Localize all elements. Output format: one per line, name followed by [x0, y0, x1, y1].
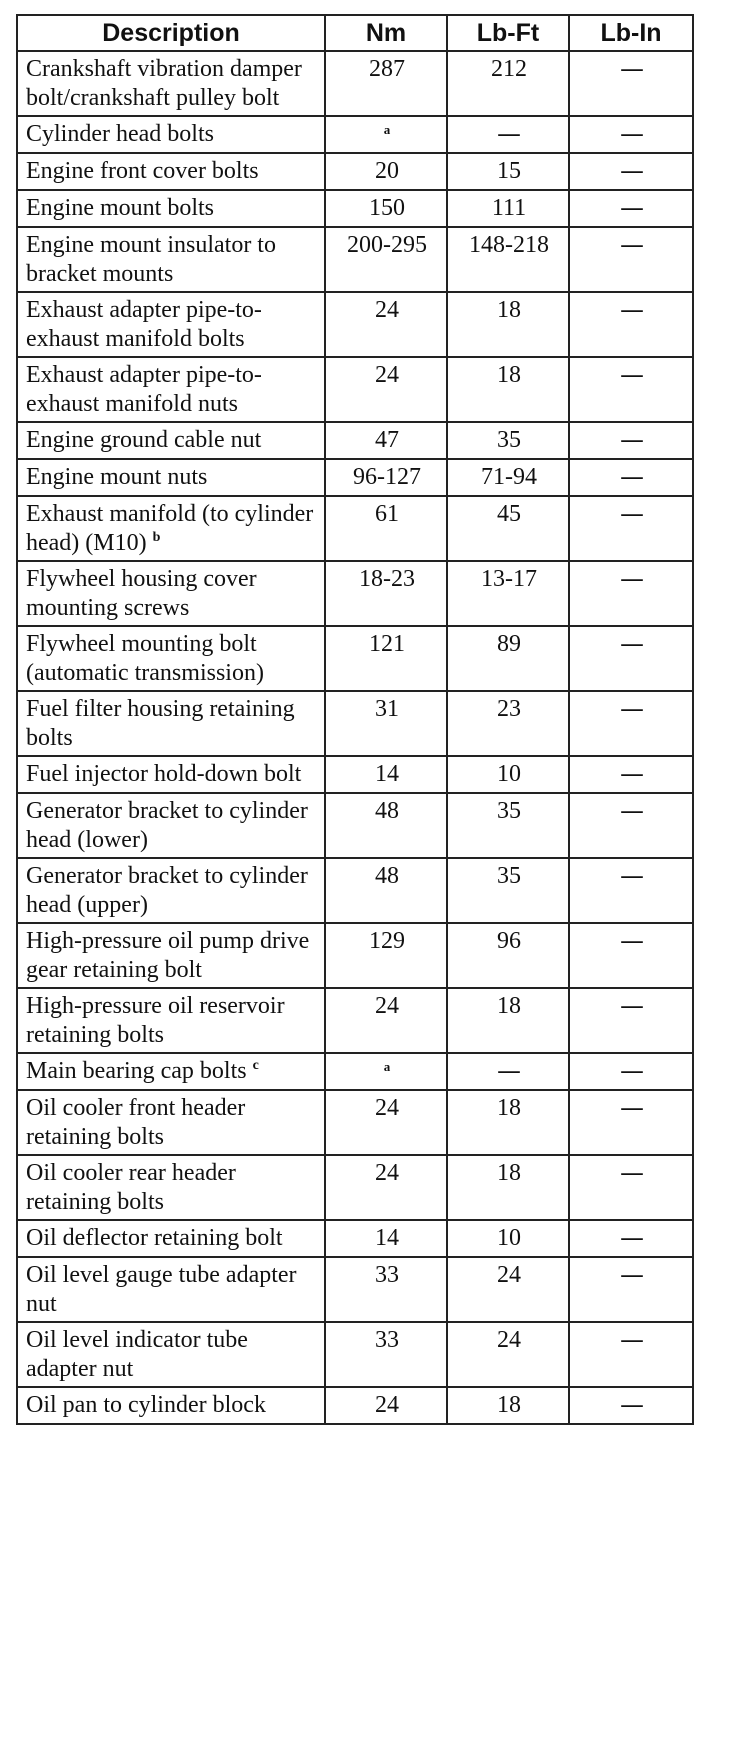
dash-value: —	[620, 157, 644, 185]
description-cell	[17, 153, 325, 190]
lb-ft-cell	[447, 357, 569, 422]
dash-value: —	[620, 194, 644, 222]
table-header	[17, 15, 693, 51]
table-row	[17, 561, 693, 626]
lb-ft-cell	[447, 459, 569, 496]
table-row	[17, 496, 693, 561]
nm-cell	[325, 1220, 447, 1257]
description-cell	[17, 561, 325, 626]
nm-cell	[325, 1387, 447, 1424]
dash-value: —	[620, 361, 644, 389]
description-cell	[17, 190, 325, 227]
lb-ft-cell	[447, 153, 569, 190]
nm-cell	[325, 756, 447, 793]
description-cell	[17, 1220, 325, 1257]
lb-in-cell	[569, 153, 693, 190]
nm-cell	[325, 1090, 447, 1155]
table-row	[17, 626, 693, 691]
value-text: 24	[375, 1160, 399, 1186]
lb-in-cell	[569, 756, 693, 793]
nm-cell	[325, 988, 447, 1053]
dash-value: —	[620, 55, 644, 83]
value-text: 18	[497, 1392, 521, 1418]
value-text: 45	[497, 501, 521, 527]
torque-spec-table	[16, 14, 694, 1425]
value-text: 33	[375, 1262, 399, 1288]
description-text: High-pressure oil pump drive gear retaining bolt	[26, 928, 310, 983]
table-row	[17, 459, 693, 496]
nm-cell	[325, 190, 447, 227]
footnote-marker: a	[383, 122, 391, 137]
lb-ft-cell	[447, 51, 569, 116]
value-text: 24	[375, 362, 399, 388]
lb-in-cell	[569, 923, 693, 988]
description-cell	[17, 988, 325, 1053]
lb-ft-cell	[447, 1090, 569, 1155]
lb-ft-cell	[447, 1257, 569, 1322]
footnote-marker: c	[252, 1058, 259, 1073]
dash-value: —	[620, 231, 644, 259]
description-cell	[17, 1155, 325, 1220]
value-text: 35	[497, 863, 521, 889]
table-row	[17, 793, 693, 858]
description-text: Cylinder head bolts	[26, 121, 214, 147]
value-text: 47	[375, 427, 399, 453]
header-nm: Nm	[325, 15, 447, 51]
description-cell	[17, 357, 325, 422]
lb-in-cell	[569, 691, 693, 756]
value-text: 48	[375, 863, 399, 889]
nm-cell	[325, 459, 447, 496]
value-text: 14	[375, 1225, 399, 1251]
lb-ft-cell	[447, 561, 569, 626]
description-text: Engine mount bolts	[26, 195, 214, 221]
value-text: 18	[497, 297, 521, 323]
lb-in-cell	[569, 190, 693, 227]
dash-value: —	[620, 1159, 644, 1187]
value-text: 24	[375, 1095, 399, 1121]
description-text: Oil deflector retaining bolt	[26, 1225, 283, 1251]
value-text: 14	[375, 761, 399, 787]
value-text: 61	[375, 501, 399, 527]
nm-cell	[325, 626, 447, 691]
table-row	[17, 153, 693, 190]
table-row	[17, 422, 693, 459]
lb-in-cell	[569, 357, 693, 422]
table-body	[17, 51, 693, 1424]
lb-in-cell	[569, 793, 693, 858]
value-text: 24	[375, 297, 399, 323]
value-text: 33	[375, 1327, 399, 1353]
dash-value: —	[620, 862, 644, 890]
description-cell	[17, 496, 325, 561]
lb-ft-cell	[447, 422, 569, 459]
lb-ft-cell	[447, 190, 569, 227]
nm-cell	[325, 496, 447, 561]
lb-ft-cell	[447, 691, 569, 756]
description-cell	[17, 691, 325, 756]
nm-cell	[325, 227, 447, 292]
dash-value: —	[620, 463, 644, 491]
value-text: 35	[497, 427, 521, 453]
description-text: Oil cooler rear header retaining bolts	[26, 1160, 236, 1215]
lb-in-cell	[569, 227, 693, 292]
nm-cell	[325, 116, 447, 153]
description-cell	[17, 292, 325, 357]
lb-ft-cell	[447, 1387, 569, 1424]
dash-value: —	[620, 695, 644, 723]
table-row	[17, 357, 693, 422]
value-text: 96-127	[353, 464, 421, 490]
value-text: 148-218	[469, 232, 549, 258]
lb-in-cell	[569, 496, 693, 561]
table-row	[17, 227, 693, 292]
description-text: Flywheel housing cover mounting screws	[26, 566, 257, 621]
value-text: 111	[491, 195, 527, 221]
value-text: 129	[369, 928, 405, 954]
table-row	[17, 691, 693, 756]
table-row	[17, 1053, 693, 1090]
value-text: 287	[369, 56, 405, 82]
dash-value: —	[497, 1057, 521, 1085]
description-cell	[17, 756, 325, 793]
lb-ft-cell	[447, 496, 569, 561]
table-row	[17, 1090, 693, 1155]
table-row	[17, 988, 693, 1053]
dash-value: —	[620, 630, 644, 658]
dash-value: —	[620, 1224, 644, 1252]
dash-value: —	[620, 760, 644, 788]
lb-in-cell	[569, 1257, 693, 1322]
value-text: 18-23	[359, 566, 415, 592]
lb-in-cell	[569, 116, 693, 153]
nm-cell	[325, 292, 447, 357]
description-text: Generator bracket to cylinder head (upper)	[26, 863, 308, 918]
description-text: Exhaust adapter pipe-to-exhaust manifold bolts	[26, 297, 262, 352]
lb-ft-cell	[447, 1053, 569, 1090]
nm-cell	[325, 793, 447, 858]
nm-cell	[325, 923, 447, 988]
lb-ft-cell	[447, 988, 569, 1053]
lb-in-cell	[569, 1220, 693, 1257]
nm-cell	[325, 422, 447, 459]
description-cell	[17, 626, 325, 691]
footnote-marker: b	[152, 530, 161, 545]
description-cell	[17, 51, 325, 116]
value-text: 15	[497, 158, 521, 184]
footnote-marker: a	[383, 1059, 391, 1074]
lb-ft-cell	[447, 1220, 569, 1257]
description-text: Crankshaft vibration damper bolt/crankshaft pulley bolt	[26, 56, 302, 111]
value-text: 35	[497, 798, 521, 824]
value-text: 121	[369, 631, 405, 657]
dash-value: —	[620, 565, 644, 593]
value-text: 24	[497, 1327, 521, 1353]
table-row	[17, 1155, 693, 1220]
dash-value: —	[620, 500, 644, 528]
value-text: 13-17	[481, 566, 537, 592]
value-text: 71-94	[481, 464, 537, 490]
description-text: Fuel filter housing retaining bolts	[26, 696, 295, 751]
value-text: 18	[497, 993, 521, 1019]
table-row	[17, 1322, 693, 1387]
lb-in-cell	[569, 1090, 693, 1155]
lb-ft-cell	[447, 793, 569, 858]
nm-cell	[325, 51, 447, 116]
lb-in-cell	[569, 459, 693, 496]
value-text: 18	[497, 1095, 521, 1121]
table-row	[17, 1387, 693, 1424]
nm-cell	[325, 153, 447, 190]
dash-value: —	[620, 927, 644, 955]
dash-value: —	[620, 1391, 644, 1419]
dash-value: —	[620, 1094, 644, 1122]
value-text: 10	[497, 1225, 521, 1251]
nm-cell	[325, 691, 447, 756]
lb-in-cell	[569, 858, 693, 923]
description-text: Engine mount nuts	[26, 464, 208, 490]
table-row	[17, 923, 693, 988]
lb-in-cell	[569, 561, 693, 626]
description-cell	[17, 1322, 325, 1387]
description-text: Main bearing cap bolts	[26, 1058, 247, 1084]
table-row	[17, 190, 693, 227]
description-cell	[17, 116, 325, 153]
lb-ft-cell	[447, 1322, 569, 1387]
description-cell	[17, 422, 325, 459]
description-text: Exhaust manifold (to cylinder head) (M10)	[26, 501, 314, 556]
nm-cell	[325, 1322, 447, 1387]
dash-value: —	[620, 1326, 644, 1354]
nm-cell	[325, 357, 447, 422]
lb-in-cell	[569, 422, 693, 459]
description-cell	[17, 793, 325, 858]
description-text: High-pressure oil reservoir retaining bolts	[26, 993, 285, 1048]
value-text: 48	[375, 798, 399, 824]
lb-in-cell	[569, 1155, 693, 1220]
description-cell	[17, 1257, 325, 1322]
dash-value: —	[620, 797, 644, 825]
description-text: Engine front cover bolts	[26, 158, 259, 184]
description-cell	[17, 1090, 325, 1155]
table-row	[17, 116, 693, 153]
value-text: 96	[497, 928, 521, 954]
lb-ft-cell	[447, 923, 569, 988]
description-text: Engine mount insulator to bracket mounts	[26, 232, 276, 287]
header-lb-in: Lb-In	[569, 15, 693, 51]
description-text: Engine ground cable nut	[26, 427, 262, 453]
lb-in-cell	[569, 51, 693, 116]
header-lb-ft: Lb-Ft	[447, 15, 569, 51]
dash-value: —	[497, 120, 521, 148]
table-row	[17, 858, 693, 923]
value-text: 24	[497, 1262, 521, 1288]
description-text: Fuel injector hold-down bolt	[26, 761, 302, 787]
description-cell	[17, 1053, 325, 1090]
value-text: 10	[497, 761, 521, 787]
lb-ft-cell	[447, 116, 569, 153]
header-description: Description	[17, 15, 325, 51]
nm-cell	[325, 1257, 447, 1322]
description-cell	[17, 858, 325, 923]
lb-ft-cell	[447, 1155, 569, 1220]
lb-ft-cell	[447, 292, 569, 357]
lb-ft-cell	[447, 626, 569, 691]
dash-value: —	[620, 296, 644, 324]
description-text: Flywheel mounting bolt (automatic transmission)	[26, 631, 264, 686]
nm-cell	[325, 561, 447, 626]
lb-in-cell	[569, 626, 693, 691]
value-text: 200-295	[347, 232, 427, 258]
table-row	[17, 292, 693, 357]
table-row	[17, 51, 693, 116]
description-cell	[17, 923, 325, 988]
table-row	[17, 1257, 693, 1322]
lb-in-cell	[569, 988, 693, 1053]
description-text: Oil cooler front header retaining bolts	[26, 1095, 246, 1150]
nm-cell	[325, 1155, 447, 1220]
lb-in-cell	[569, 1322, 693, 1387]
lb-ft-cell	[447, 858, 569, 923]
lb-ft-cell	[447, 227, 569, 292]
value-text: 20	[375, 158, 399, 184]
lb-ft-cell	[447, 756, 569, 793]
torque-spec-page	[16, 14, 692, 1425]
nm-cell	[325, 858, 447, 923]
description-text: Oil level gauge tube adapter nut	[26, 1262, 297, 1317]
description-cell	[17, 1387, 325, 1424]
table-row	[17, 756, 693, 793]
value-text: 24	[375, 1392, 399, 1418]
value-text: 24	[375, 993, 399, 1019]
description-text: Exhaust adapter pipe-to-exhaust manifold nuts	[26, 362, 262, 417]
dash-value: —	[620, 1261, 644, 1289]
value-text: 23	[497, 696, 521, 722]
value-text: 212	[491, 56, 527, 82]
description-text: Generator bracket to cylinder head (lower)	[26, 798, 308, 853]
nm-cell	[325, 1053, 447, 1090]
table-row	[17, 1220, 693, 1257]
lb-in-cell	[569, 292, 693, 357]
dash-value: —	[620, 120, 644, 148]
value-text: 89	[497, 631, 521, 657]
header-row	[17, 15, 693, 51]
value-text: 18	[497, 362, 521, 388]
value-text: 31	[375, 696, 399, 722]
description-cell	[17, 227, 325, 292]
lb-in-cell	[569, 1053, 693, 1090]
value-text: 18	[497, 1160, 521, 1186]
description-cell	[17, 459, 325, 496]
dash-value: —	[620, 992, 644, 1020]
description-text: Oil pan to cylinder block	[26, 1392, 266, 1418]
value-text: 150	[369, 195, 405, 221]
lb-in-cell	[569, 1387, 693, 1424]
dash-value: —	[620, 1057, 644, 1085]
dash-value: —	[620, 426, 644, 454]
description-text: Oil level indicator tube adapter nut	[26, 1327, 248, 1382]
